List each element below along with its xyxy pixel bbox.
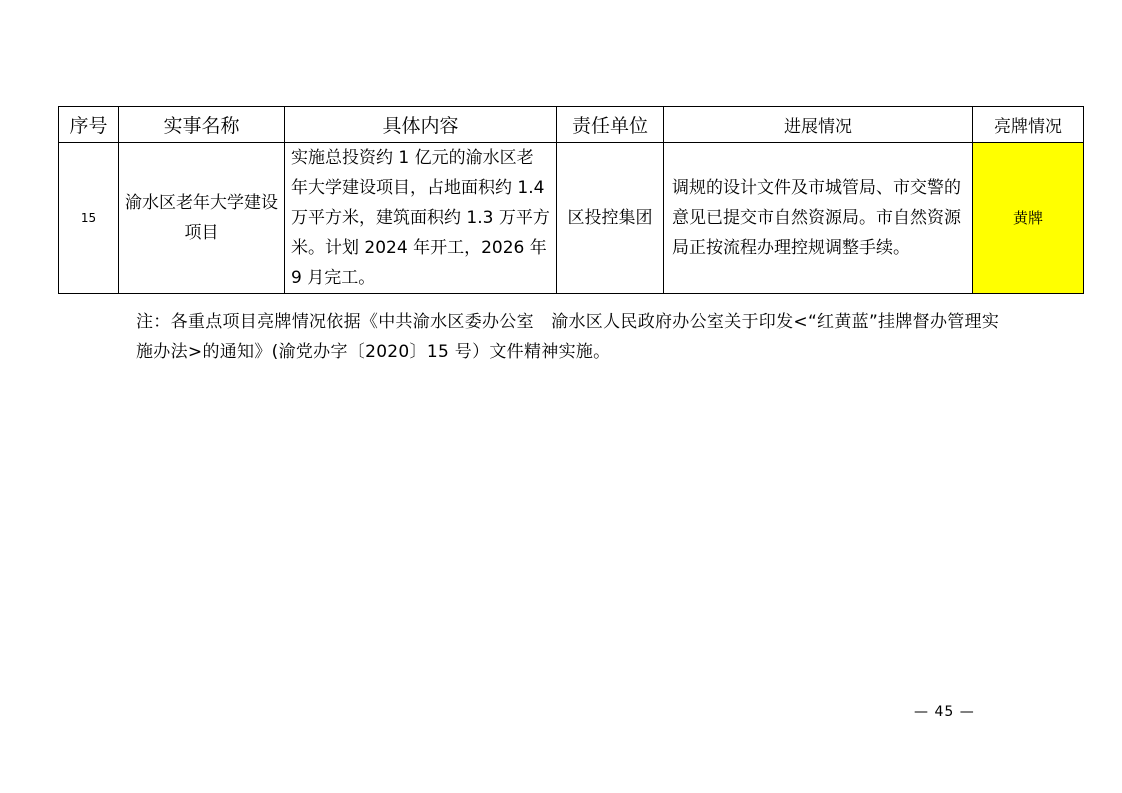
- header-progress: 进展情况: [664, 107, 973, 143]
- cell-name: 渝水区老年大学建设项目: [119, 143, 285, 294]
- cell-unit: 区投控集团: [557, 143, 664, 294]
- table-header-row: [59, 107, 1084, 143]
- cell-status-badge: 黄牌: [973, 143, 1084, 294]
- page-number: — 45 —: [914, 704, 975, 720]
- footnote: 注：各重点项目亮牌情况依据《中共渝水区委办公室 渝水区人民政府办公室关于印发<“红黄蓝”挂牌督办管理实施办法>的通知》(渝党办字〔2020〕15 号）文件精神实施。: [136, 312, 1000, 362]
- header-name: 实事名称: [119, 107, 285, 143]
- header-unit: 责任单位: [557, 107, 664, 143]
- project-table: [58, 106, 1084, 294]
- header-status: 亮牌情况: [973, 107, 1084, 143]
- cell-seq: 15: [59, 143, 119, 294]
- project-table-container: [58, 106, 1083, 294]
- header-content: 具体内容: [285, 107, 557, 143]
- table-row: [59, 143, 1084, 294]
- header-seq: 序号: [59, 107, 119, 143]
- cell-progress: 调规的设计文件及市城管局、市交警的意见已提交市自然资源局。市自然资源局正按流程办理控规调整手续。: [664, 143, 973, 294]
- cell-content: 实施总投资约 1 亿元的渝水区老年大学建设项目，占地面积约 1.4 万平方米，建筑面积约 1.3 万平方米。计划 2024 年开工，2026 年 9 月完工。: [285, 143, 557, 294]
